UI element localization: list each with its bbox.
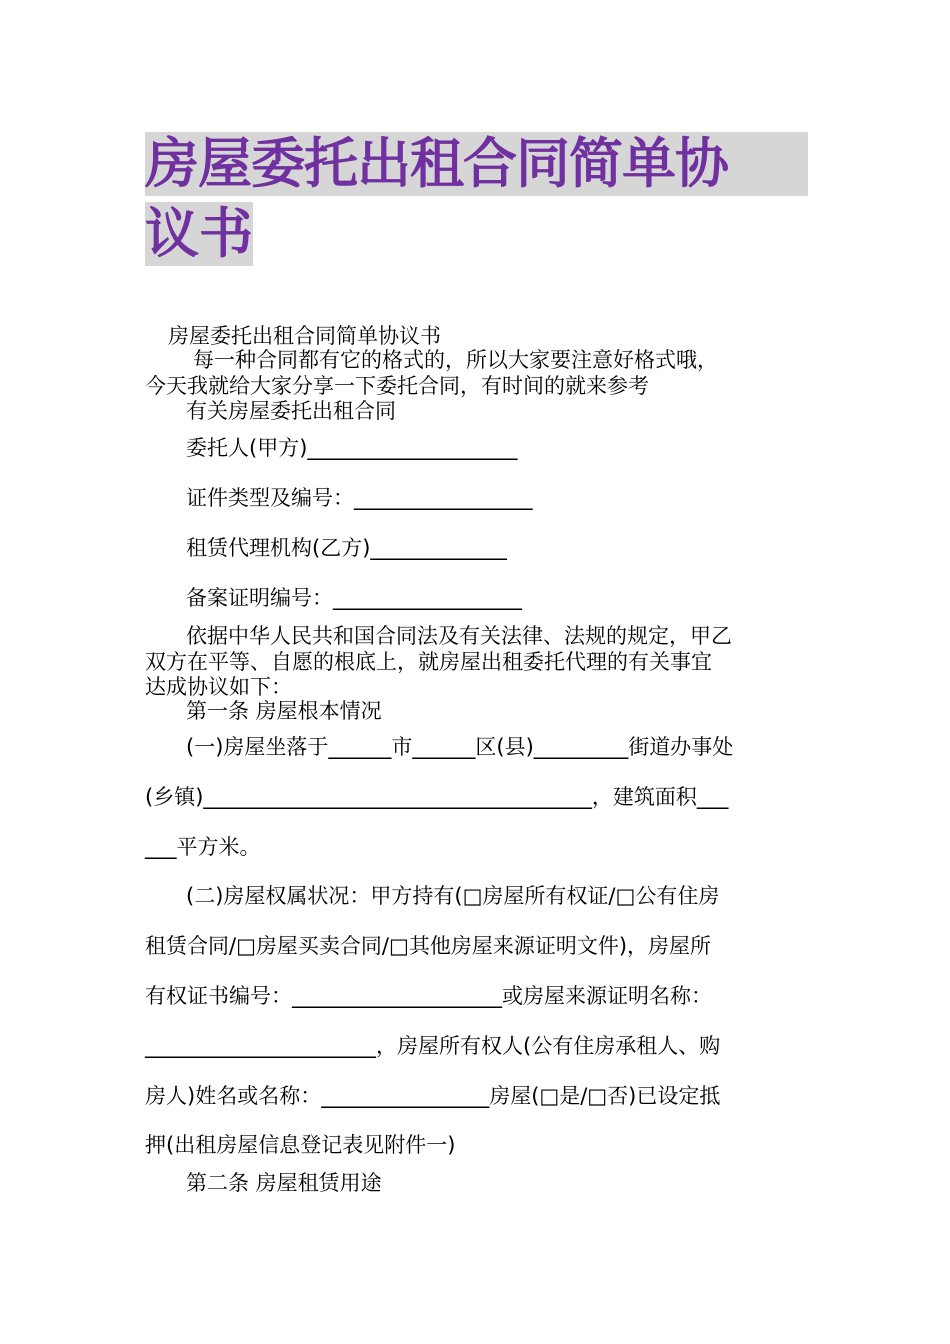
article-heading: 第二条 房屋租赁用途 [186,1171,382,1195]
clause-line: ______________________，房屋所有权人(公有住房承租人、购 [145,1034,721,1058]
principal-field: 委托人(甲方)____________________ [186,436,518,460]
preamble-line: 双方在平等、自愿的根底上，就房屋出租委托代理的有关事宜 [145,650,712,674]
record-number-field: 备案证明编号：__________________ [186,586,522,610]
preamble-line: 达成协议如下： [145,675,292,699]
clause-line: (乡镇)_____________________________________，建筑面积___ [145,785,729,809]
title-line-2: 议书 [145,202,253,265]
intro-line: 每一种合同都有它的格式的，所以大家要注意好格式哦， [193,348,718,372]
agency-field: 租赁代理机构(乙方)_____________ [186,536,507,560]
clause-line: ___平方米。 [145,835,261,859]
subtitle-line: 房屋委托出租合同简单协议书 [168,324,441,348]
clause-line: 押(出租房屋信息登记表见附件一) [145,1133,456,1157]
article-heading: 第一条 房屋根本情况 [186,699,382,723]
id-type-field: 证件类型及编号：_________________ [186,486,533,510]
preamble-line: 依据中华人民共和国合同法及有关法律、法规的规定，甲乙 [186,624,732,648]
title-line-1: 房屋委托出租合同简单协 [145,132,808,196]
section-heading: 有关房屋委托出租合同 [186,399,396,423]
clause-line: (一)房屋坐落于______市______区(县)_________街道办事处 [186,735,734,759]
clause-line: (二)房屋权属状况：甲方持有(□房屋所有权证/□公有住房 [186,884,720,908]
intro-line: 今天我就给大家分享一下委托合同，有时间的就来参考 [145,374,649,398]
clause-line: 租赁合同/□房屋买卖合同/□其他房屋来源证明文件)，房屋所 [145,934,712,958]
clause-line: 有权证书编号：____________________或房屋来源证明名称： [145,984,712,1008]
clause-line: 房人)姓名或名称：________________房屋(□是/□否)已设定抵 [145,1084,721,1108]
